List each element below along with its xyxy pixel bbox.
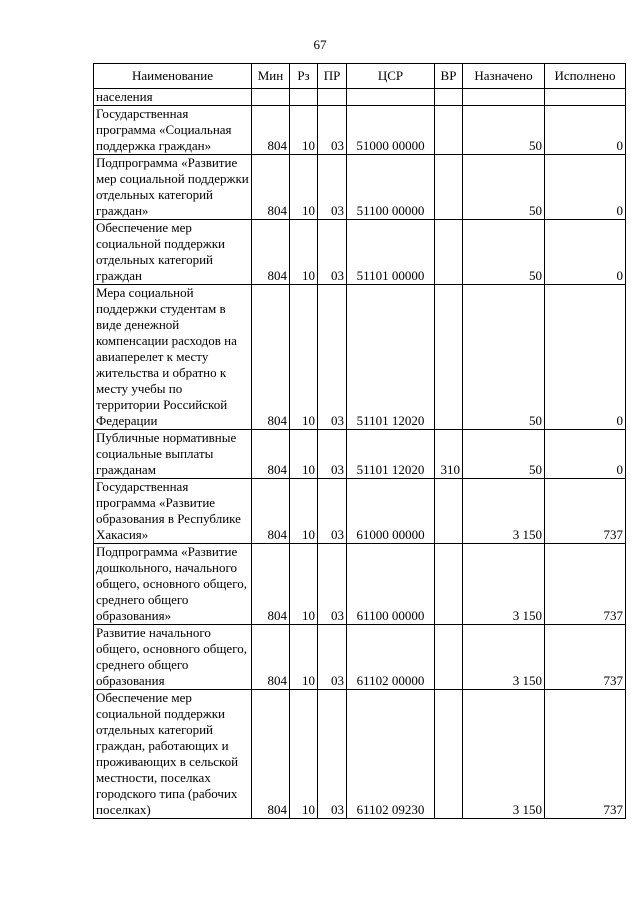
cell-csr: 61000 00000 [347,479,435,544]
cell-min [252,89,290,106]
cell-assigned: 3 150 [463,690,545,819]
cell-executed: 737 [545,625,626,690]
table-row [94,106,626,155]
cell-executed: 737 [545,690,626,819]
table-row [94,285,626,430]
cell-min: 804 [252,155,290,220]
table-row [94,430,626,479]
cell-rz: 10 [290,106,318,155]
cell-csr: 51100 00000 [347,155,435,220]
cell-executed [545,89,626,106]
cell-assigned: 3 150 [463,625,545,690]
table-row [94,89,626,106]
cell-vr [435,106,463,155]
cell-name: Обеспечение мер социальной поддержки отдельных категорий граждан, работающих и проживающих в сельской местности, поселках городского типа (рабочих поселках) [94,690,252,819]
cell-executed: 737 [545,479,626,544]
cell-rz: 10 [290,220,318,285]
cell-pr: 03 [318,155,347,220]
cell-pr: 03 [318,479,347,544]
cell-assigned [463,89,545,106]
cell-csr: 51101 00000 [347,220,435,285]
column-header-name: Наименование [94,64,252,89]
cell-name: Государственная программа «Развитие образования в Республике Хакасия» [94,479,252,544]
column-header-csr: ЦСР [347,64,435,89]
column-header-assigned: Назначено [463,64,545,89]
cell-csr: 51000 00000 [347,106,435,155]
header-row [94,64,626,89]
cell-min: 804 [252,625,290,690]
cell-assigned: 50 [463,155,545,220]
cell-name: Обеспечение мер социальной поддержки отдельных категорий граждан [94,220,252,285]
cell-csr: 61102 09230 [347,690,435,819]
table-body [94,89,626,819]
cell-min: 804 [252,285,290,430]
cell-vr [435,544,463,625]
cell-vr [435,625,463,690]
column-header-vr: ВР [435,64,463,89]
table-row [94,220,626,285]
cell-vr [435,220,463,285]
cell-name: Подпрограмма «Развитие дошкольного, начального общего, основного общего, среднего общего образования» [94,544,252,625]
cell-name: населения [94,89,252,106]
cell-assigned: 3 150 [463,544,545,625]
cell-rz: 10 [290,625,318,690]
cell-executed: 737 [545,544,626,625]
cell-pr: 03 [318,690,347,819]
cell-vr [435,155,463,220]
cell-vr [435,690,463,819]
column-header-rz: Рз [290,64,318,89]
cell-csr: 61102 00000 [347,625,435,690]
cell-min: 804 [252,106,290,155]
cell-min: 804 [252,690,290,819]
table-row [94,544,626,625]
cell-rz: 10 [290,285,318,430]
cell-pr: 03 [318,220,347,285]
cell-min: 804 [252,430,290,479]
cell-name: Мера социальной поддержки студентам в виде денежной компенсации расходов на авиаперелет к месту жительства и обратно к месту учебы по территории Российской Федерации [94,285,252,430]
table-row [94,479,626,544]
cell-rz: 10 [290,479,318,544]
cell-rz: 10 [290,430,318,479]
cell-rz: 10 [290,155,318,220]
page-number: 67 [313,37,327,52]
budget-table [93,63,626,819]
table-row [94,155,626,220]
cell-assigned: 50 [463,430,545,479]
cell-name: Развитие начального общего, основного общего, среднего общего образования [94,625,252,690]
cell-assigned: 3 150 [463,479,545,544]
cell-pr: 03 [318,285,347,430]
cell-executed: 0 [545,285,626,430]
column-header-min: Мин [252,64,290,89]
cell-vr [435,89,463,106]
cell-name: Государственная программа «Социальная поддержка граждан» [94,106,252,155]
cell-csr: 51101 12020 [347,430,435,479]
cell-name: Публичные нормативные социальные выплаты гражданам [94,430,252,479]
cell-rz [290,89,318,106]
cell-min: 804 [252,544,290,625]
cell-rz: 10 [290,544,318,625]
cell-pr: 03 [318,625,347,690]
cell-name: Подпрограмма «Развитие мер социальной поддержки отдельных категорий граждан» [94,155,252,220]
cell-assigned: 50 [463,285,545,430]
cell-min: 804 [252,220,290,285]
table-row [94,690,626,819]
table-row [94,625,626,690]
cell-pr: 03 [318,544,347,625]
cell-pr: 03 [318,430,347,479]
cell-min: 804 [252,479,290,544]
cell-executed: 0 [545,220,626,285]
cell-csr [347,89,435,106]
cell-pr [318,89,347,106]
cell-csr: 61100 00000 [347,544,435,625]
cell-executed: 0 [545,430,626,479]
cell-csr: 51101 12020 [347,285,435,430]
cell-executed: 0 [545,106,626,155]
cell-executed: 0 [545,155,626,220]
cell-vr [435,285,463,430]
column-header-executed: Исполнено [545,64,626,89]
cell-assigned: 50 [463,220,545,285]
cell-vr [435,479,463,544]
cell-pr: 03 [318,106,347,155]
cell-rz: 10 [290,690,318,819]
cell-assigned: 50 [463,106,545,155]
cell-vr: 310 [435,430,463,479]
column-header-pr: ПР [318,64,347,89]
